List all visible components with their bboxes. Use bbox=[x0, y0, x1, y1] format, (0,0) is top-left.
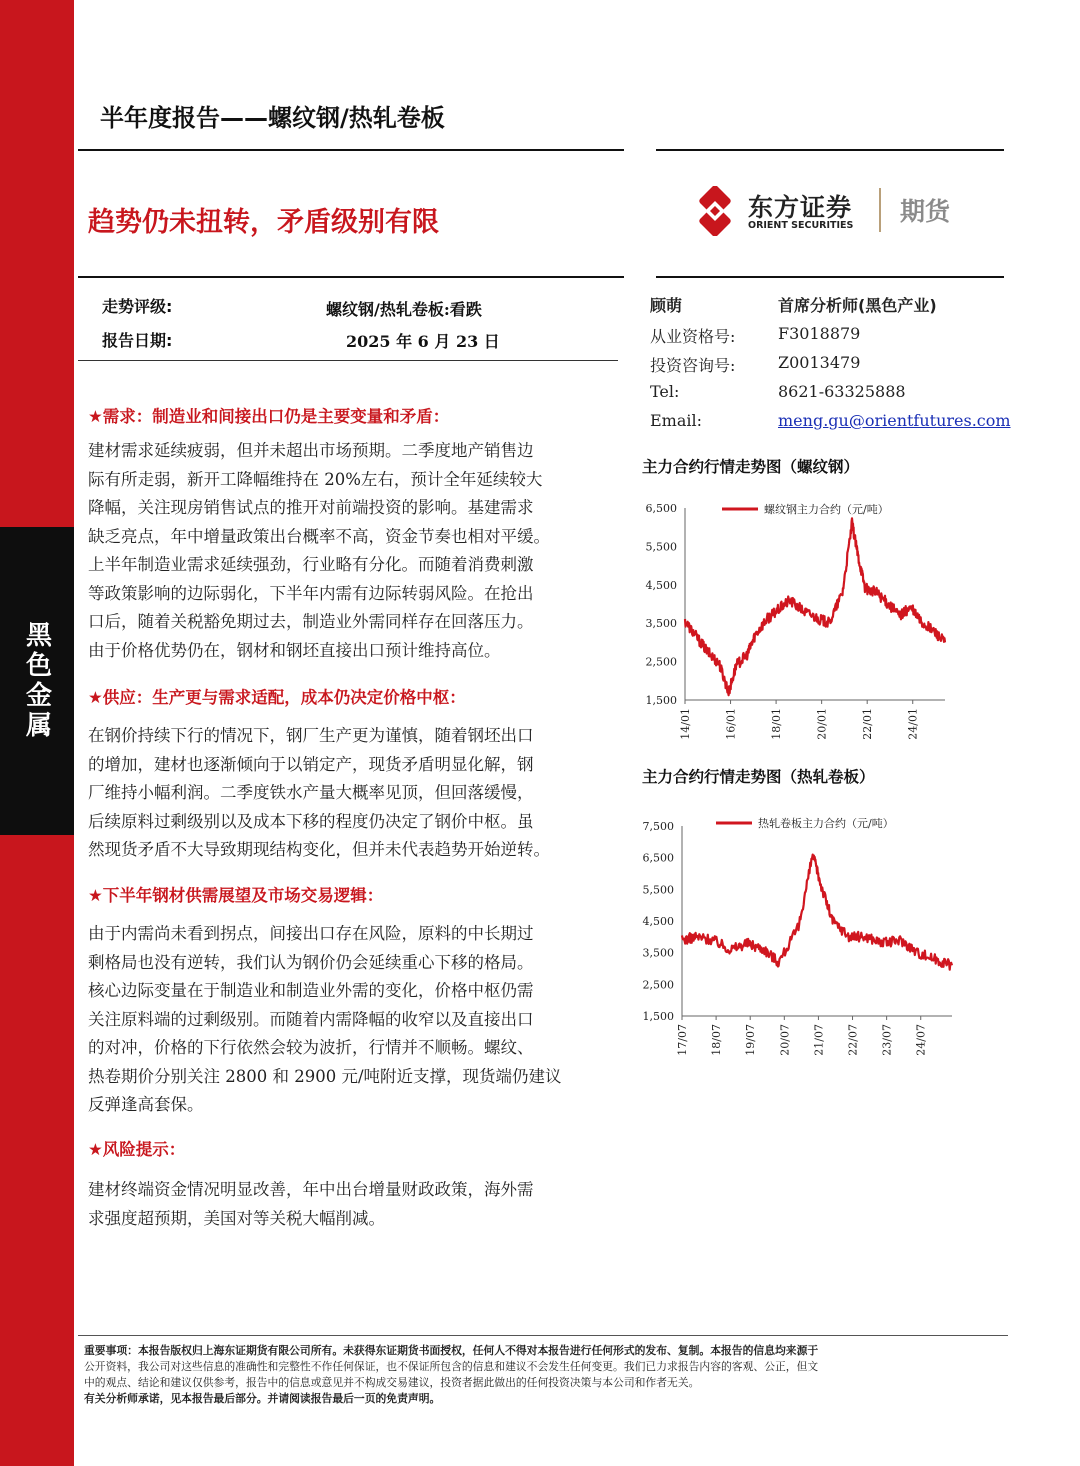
header-rule-left bbox=[78, 149, 624, 151]
y-tick-label: 1,500 bbox=[642, 1010, 674, 1023]
disclaimer bbox=[84, 1343, 1014, 1407]
headline-rule-left bbox=[78, 276, 624, 278]
y-tick-label: 3,500 bbox=[642, 946, 674, 960]
y-tick-label: 3,500 bbox=[645, 617, 677, 631]
headline-rule-right bbox=[656, 276, 1004, 278]
logo-name-en: ORIENT SECURITIES bbox=[748, 220, 854, 231]
logo-division: 期货 bbox=[900, 197, 951, 226]
x-tick-label: 24/07 bbox=[914, 1024, 928, 1056]
x-tick-label: 14/01 bbox=[679, 708, 692, 740]
company-logo bbox=[690, 186, 990, 236]
section-supply-heading: ★供应：生产更与需求适配，成本仍决定价格中枢： bbox=[88, 688, 466, 707]
analyst-tel-value: 8621-63325888 bbox=[778, 382, 906, 401]
analyst-cert-label: 从业资格号: bbox=[650, 327, 736, 346]
report-type-title: 半年度报告——螺纹钢/热轧卷板 bbox=[100, 104, 445, 132]
category-tab bbox=[0, 527, 74, 835]
disclaimer-final: 有关分析师承诺，见本报告最后部分。并请阅读报告最后一页的免责声明。 bbox=[84, 1392, 441, 1405]
section-risk-heading: ★风险提示： bbox=[88, 1140, 186, 1159]
x-tick-label: 17/07 bbox=[676, 1024, 689, 1056]
y-tick-label: 1,500 bbox=[645, 694, 677, 707]
header-rule-right bbox=[656, 149, 1004, 151]
y-tick-label: 5,500 bbox=[645, 540, 677, 554]
footer-rule bbox=[78, 1335, 1008, 1336]
analyst-email-label: Email: bbox=[650, 411, 703, 430]
x-tick-label: 24/01 bbox=[906, 708, 920, 740]
y-tick-label: 2,500 bbox=[645, 655, 677, 669]
y-tick-label: 2,500 bbox=[642, 978, 674, 992]
x-tick-label: 20/07 bbox=[778, 1024, 792, 1056]
date-value: 2025 年 6 月 23 日 bbox=[346, 332, 500, 351]
rating-label: 走势评级: bbox=[102, 297, 173, 316]
logo-name-cn: 东方证券 bbox=[748, 193, 853, 222]
section-demand-body: 建材需求延续疲弱，但并未超出市场预期。二季度地产销售边 际有所走弱，新开工降幅维持在 20%左右，预计全年延续较大 降幅，关注现房销售试点的推开对前端投资的影响。基建需求 缺乏亮点，年中增量政策出台概率不高，资金节奏也相对平缓。 上半年制造业需求延续强劲，行业略有分化。而随着消费刺激 等政策影响的边际弱化，下半年内需有边际转弱风险。在抢出 口后，随着关税豁免期过去，制造业外需同样存在回落压力。 由于价格优势仍在，钢材和钢坯直接出口预计维持高位。 bbox=[88, 441, 550, 660]
y-tick-label: 6,500 bbox=[642, 851, 674, 865]
disclaimer-line-3: 中的观点、结论和建议仅供参考，报告中的信息或意见并不构成交易建议，投资者据此做出的任何投资决策与本公司和作者无关。 bbox=[84, 1376, 700, 1389]
x-tick-label: 19/07 bbox=[744, 1024, 758, 1056]
section-risk-body: 建材终端资金情况明显改善，年中出台增量财政政策，海外需 求强度超预期，美国对等关税大幅削减。 bbox=[88, 1180, 534, 1228]
section-supply-body: 在钢价持续下行的情况下，钢厂生产更为谨慎，随着钢坯出口 的增加，建材也逐渐倾向于以销定产，现货矛盾明显化解，钢 厂维持小幅利润。二季度铁水产量大概率见顶，但回落缓慢， 后续原料过剩级别以及成本下移的程度仍决定了钢价中枢。虽 然现货矛盾不大导致期现结构变化，但并未代表趋势开始逆转。 bbox=[88, 726, 550, 859]
headline: 趋势仍未扭转，矛盾级别有限 bbox=[88, 207, 439, 238]
meta-rule bbox=[78, 360, 618, 361]
disclaimer-line-2: 公开资料，我公司对这些信息的准确性和完整性不作任何保证，也不保证所包含的信息和建议不会发生任何变更。我们已力求报告内容的客观、公正，但文 bbox=[84, 1360, 819, 1373]
analyst-consult-value: Z0013479 bbox=[778, 353, 861, 372]
logo-divider bbox=[879, 188, 881, 232]
date-label: 报告日期: bbox=[102, 331, 173, 350]
x-tick-label: 20/01 bbox=[815, 708, 829, 740]
hrc-price-chart bbox=[640, 805, 1010, 1070]
logo-mark-icon bbox=[690, 186, 740, 236]
chart1-title: 主力合约行情走势图（螺纹钢） bbox=[642, 458, 860, 476]
y-tick-label: 4,500 bbox=[645, 578, 677, 592]
y-tick-label: 5,500 bbox=[642, 883, 674, 897]
x-tick-label: 16/01 bbox=[724, 708, 738, 740]
price-series-line bbox=[682, 855, 952, 970]
y-tick-label: 6,500 bbox=[645, 502, 677, 515]
legend-label: 螺纹钢主力合约（元/吨） bbox=[764, 503, 889, 516]
analyst-title: 首席分析师(黑色产业) bbox=[778, 296, 937, 315]
x-tick-label: 18/01 bbox=[770, 708, 784, 740]
section-outlook-body: 由于内需尚未看到拐点，间接出口存在风险，原料的中长期过 剩格局也没有逆转，我们认为钢价仍会延续重心下移的格局。 核心边际变量在于制造业和制造业外需的变化，价格中枢仍需 关注原料端的过剩级别。而随着内需降幅的收窄以及直接出口 的对冲，价格的下行依然会较为波折，行情并不顺畅。螺纹、 热卷期价分别关注 2800 和 2900 元/吨附近支撑，现货端仍建议 反弹逢高套保。 bbox=[88, 924, 562, 1114]
y-tick-label: 4,500 bbox=[642, 915, 674, 928]
x-tick-label: 22/01 bbox=[861, 708, 875, 740]
category-label: 黑色金属 bbox=[21, 621, 52, 741]
price-series-line bbox=[685, 518, 945, 695]
analyst-email-link[interactable]: meng.gu@orientfutures.com bbox=[778, 411, 1011, 430]
legend-label: 热轧卷板主力合约（元/吨） bbox=[758, 817, 894, 830]
section-outlook-heading: ★下半年钢材供需展望及市场交易逻辑： bbox=[88, 886, 384, 905]
x-tick-label: 22/07 bbox=[846, 1024, 860, 1056]
rebar-price-chart bbox=[640, 490, 1010, 750]
x-tick-label: 23/07 bbox=[880, 1024, 894, 1056]
chart2-title: 主力合约行情走势图（热轧卷板） bbox=[642, 768, 875, 786]
analyst-tel-label: Tel: bbox=[650, 382, 680, 401]
disclaimer-line-1: 重要事项：本报告版权归上海东证期货有限公司所有。未获得东证期货书面授权，任何人不得对本报告进行任何形式的发布、复制。本报告的信息均来源于 bbox=[84, 1344, 819, 1357]
analyst-consult-label: 投资咨询号: bbox=[650, 356, 736, 375]
rating-value: 螺纹钢/热轧卷板:看跌 bbox=[326, 300, 482, 319]
y-tick-label: 7,500 bbox=[642, 820, 674, 833]
analyst-cert-value: F3018879 bbox=[778, 324, 861, 343]
x-tick-label: 18/07 bbox=[710, 1024, 724, 1056]
x-tick-label: 21/07 bbox=[812, 1024, 826, 1056]
section-demand-heading: ★需求：制造业和间接出口仍是主要变量和矛盾： bbox=[88, 407, 450, 426]
analyst-name: 顾萌 bbox=[650, 296, 683, 315]
